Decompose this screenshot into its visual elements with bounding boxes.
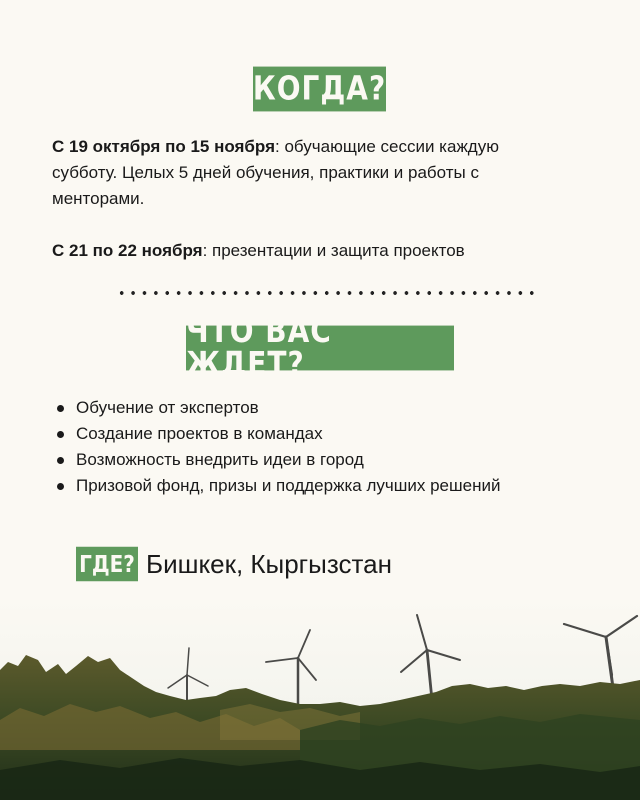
wind-farm-landscape-image	[0, 600, 640, 800]
schedule-presentations	[52, 238, 552, 264]
schedule-sessions	[52, 134, 552, 212]
presentations-description: : презентации и защита проектов	[202, 241, 465, 260]
where-location: Бишкек, Кыргызстан	[146, 549, 392, 579]
list-item: Призовой фонд, призы и поддержка лучших решений	[76, 473, 500, 499]
list-item: Обучение от экспертов	[76, 395, 500, 421]
list-item: Создание проектов в командах	[76, 421, 500, 447]
sessions-description: : обучающие сессии каждую субботу. Целых 5 дней обучения, практики и работы с менторами.	[52, 137, 499, 208]
sessions-dates: С 19 октября по 15 ноября	[52, 137, 276, 156]
list-item: Возможность внедрить идеи в город	[76, 447, 500, 473]
where-label: ГДЕ?	[76, 547, 138, 582]
benefits-list	[76, 395, 500, 499]
presentations-dates: С 21 по 22 ноября	[52, 241, 203, 260]
expect-heading: ЧТО ВАС ЖДЕТ?	[186, 326, 454, 371]
dotted-divider	[116, 291, 538, 295]
when-heading: КОГДА?	[253, 67, 386, 112]
